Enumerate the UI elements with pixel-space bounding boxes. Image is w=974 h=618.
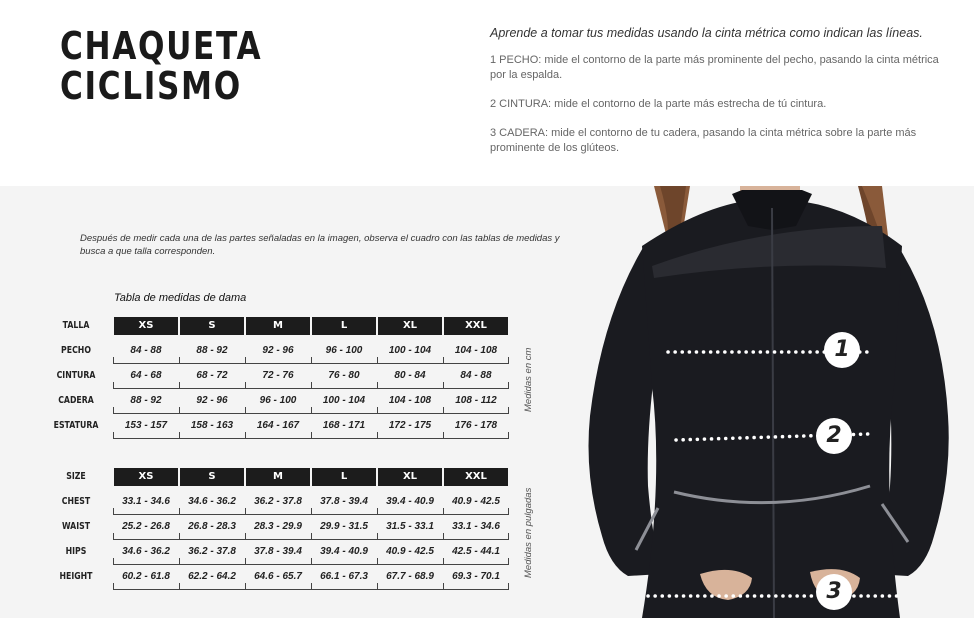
table-cell: 62.2 - 64.2 <box>188 571 236 582</box>
table-cell: 64 - 68 <box>130 370 162 381</box>
marker-waist: 2 <box>816 418 852 454</box>
table-cell: 33.1 - 34.6 <box>452 521 500 532</box>
title-line-2: CICLISMO <box>60 64 242 108</box>
cell-divider <box>508 508 509 515</box>
row-underline <box>114 514 508 515</box>
page-title <box>60 26 262 106</box>
row-underline <box>114 589 508 590</box>
row-underline <box>114 413 508 414</box>
table-cell: 76 - 80 <box>328 370 360 381</box>
table-cell: 84 - 88 <box>130 345 162 356</box>
size-header-cell: L <box>312 468 376 486</box>
table-cell: 29.9 - 31.5 <box>320 521 368 532</box>
table-cell: 80 - 84 <box>394 370 426 381</box>
table-cell: 176 - 178 <box>454 420 498 431</box>
size-header-cell: S <box>180 317 244 335</box>
table-cell: 88 - 92 <box>196 345 228 356</box>
model-photo <box>582 186 974 618</box>
table-cell: 96 - 100 <box>259 395 297 406</box>
table-cell: 25.2 - 26.8 <box>122 521 170 532</box>
table-cell: 153 - 157 <box>124 420 168 431</box>
table-cell: 42.5 - 44.1 <box>452 546 500 557</box>
size-header-cell: M <box>246 468 310 486</box>
size-header-cell: M <box>246 317 310 335</box>
table-cell: 40.9 - 42.5 <box>452 496 500 507</box>
size-header-cell: XS <box>114 468 178 486</box>
table-cell: 164 - 167 <box>256 420 300 431</box>
row-label: CADERA <box>58 395 94 406</box>
table-cell: 37.8 - 39.4 <box>320 496 368 507</box>
row-label: HIPS <box>65 546 87 557</box>
row-underline <box>114 388 508 389</box>
instruction-step: 2 CINTURA: mide el contorno de la parte más estrecha de tú cintura. <box>490 98 827 110</box>
marker-hips: 3 <box>816 574 852 610</box>
cell-divider <box>508 583 509 590</box>
table-cell: 31.5 - 33.1 <box>386 521 434 532</box>
size-header-cell: XXL <box>444 468 508 486</box>
table-cell: 104 - 108 <box>454 345 498 356</box>
row-label: ESTATURA <box>53 420 99 431</box>
instructions-lead: Aprende a tomar tus medidas usando la cinta métrica como indican las líneas. <box>490 26 923 40</box>
table-cell: 67.7 - 68.9 <box>386 571 434 582</box>
size-header-cell: S <box>180 468 244 486</box>
cm-side-label: Medidas en cm <box>523 347 534 412</box>
table-cell: 60.2 - 61.8 <box>122 571 170 582</box>
table-cell: 172 - 175 <box>388 420 432 431</box>
table-cell: 37.8 - 39.4 <box>254 546 302 557</box>
table-cell: 88 - 92 <box>130 395 162 406</box>
table-cell: 69.3 - 70.1 <box>452 571 500 582</box>
cell-divider <box>508 357 509 364</box>
table-cell: 68 - 72 <box>196 370 228 381</box>
table-cell: 39.4 - 40.9 <box>320 546 368 557</box>
table-cell: 26.8 - 28.3 <box>188 521 236 532</box>
size-header-cell: L <box>312 317 376 335</box>
table-cell: 92 - 96 <box>196 395 228 406</box>
inch-side-label: Medidas en pulgadas <box>523 487 534 578</box>
cell-divider <box>508 432 509 439</box>
table-cell: 96 - 100 <box>325 345 363 356</box>
size-header-cell: XS <box>114 317 178 335</box>
table-cell: 100 - 104 <box>322 395 366 406</box>
row-label: HEIGHT <box>59 571 93 582</box>
table-cell: 40.9 - 42.5 <box>386 546 434 557</box>
row-label: TALLA <box>62 320 90 331</box>
measuring-instructions <box>490 26 940 170</box>
row-label: CINTURA <box>56 370 96 381</box>
table-cell: 34.6 - 36.2 <box>122 546 170 557</box>
jacket-illustration <box>582 186 974 618</box>
row-label: CHEST <box>61 496 91 507</box>
instruction-step: 1 PECHO: mide el contorno de la parte más prominente del pecho, pasando la cinta métrica por la espalda. <box>490 54 939 81</box>
cell-divider <box>508 382 509 389</box>
row-label: SIZE <box>66 471 86 482</box>
table-cell: 36.2 - 37.8 <box>188 546 236 557</box>
table-cell: 100 - 104 <box>388 345 432 356</box>
table-title: Tabla de medidas de dama <box>114 292 247 304</box>
row-underline <box>114 564 508 565</box>
row-label: PECHO <box>61 345 91 356</box>
table-cell: 34.6 - 36.2 <box>188 496 236 507</box>
marker-chest: 1 <box>824 332 860 368</box>
cell-divider <box>508 558 509 565</box>
title-line-1: CHAQUETA <box>60 24 263 68</box>
table-cell: 39.4 - 40.9 <box>386 496 434 507</box>
table-cell: 33.1 - 34.6 <box>122 496 170 507</box>
table-cell: 92 - 96 <box>262 345 294 356</box>
table-cell: 64.6 - 65.7 <box>254 571 302 582</box>
table-cell: 168 - 171 <box>322 420 366 431</box>
cell-divider <box>508 533 509 540</box>
size-header-cell: XXL <box>444 317 508 335</box>
table-cell: 84 - 88 <box>460 370 492 381</box>
table-cell: 108 - 112 <box>455 395 497 406</box>
size-header-cell: XL <box>378 317 442 335</box>
chart-note: Después de medir cada una de las partes señaladas en la imagen, observa el cuadro con las tablas de medidas y busca a que talla corresponden. <box>80 233 560 257</box>
row-underline <box>114 438 508 439</box>
size-header-cell: XL <box>378 468 442 486</box>
table-cell: 66.1 - 67.3 <box>320 571 368 582</box>
cell-divider <box>508 407 509 414</box>
table-cell: 72 - 76 <box>262 370 294 381</box>
row-label: WAIST <box>61 521 91 532</box>
row-underline <box>114 539 508 540</box>
table-cell: 104 - 108 <box>388 395 432 406</box>
instruction-step: 3 CADERA: mide el contorno de tu cadera, pasando la cinta métrica sobre la parte más prominente de los glúteos. <box>490 127 917 154</box>
row-underline <box>114 363 508 364</box>
table-cell: 158 - 163 <box>190 420 234 431</box>
table-cell: 36.2 - 37.8 <box>254 496 302 507</box>
table-cell: 28.3 - 29.9 <box>254 521 302 532</box>
